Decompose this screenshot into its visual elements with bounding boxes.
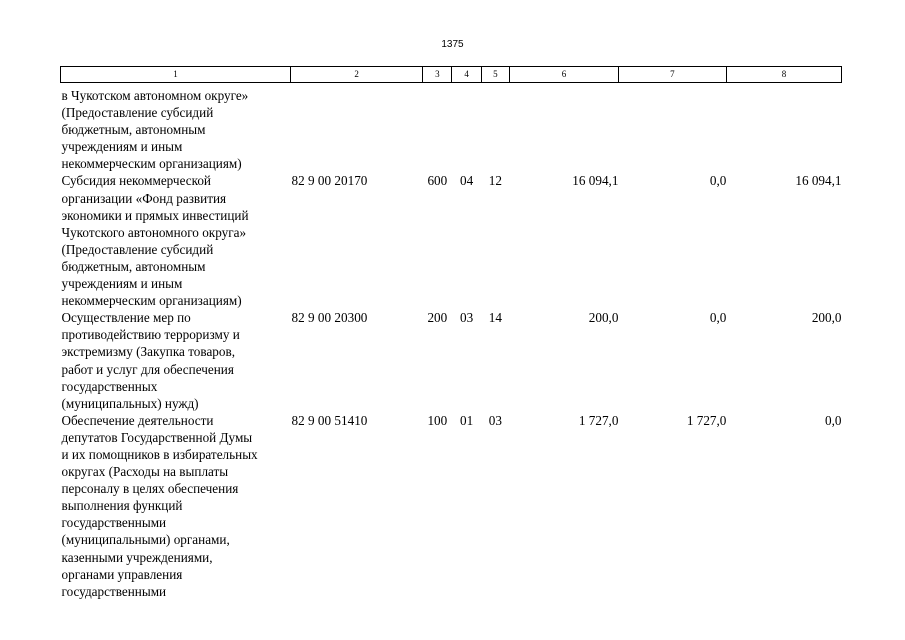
row-name: Субсидия некоммерческой организации «Фонд развития экономики и прямых инвестиций Чукотского автономного округа» (Предоставление субсидий бюджетным, автономным учреждениям и иным некоммерческим организациям) <box>61 173 249 309</box>
row-col8 <box>726 83 841 173</box>
column-header: 8 <box>726 67 841 83</box>
row-total: 200,0 <box>588 310 619 326</box>
budget-table <box>60 66 842 600</box>
page-number: 1375 <box>441 39 464 50</box>
column-header: 1 <box>61 67 291 83</box>
row-code: 82 9 00 20170 <box>291 173 368 189</box>
row-rz: 01 <box>460 412 474 428</box>
row-pr: 12 <box>488 173 502 189</box>
row-name: Осуществление мер по противодействию терроризму и экстремизму (Закупка товаров, работ и услуг для обеспечения государственных (муниципальных) нужд) <box>61 310 240 411</box>
row-rz <box>452 83 481 173</box>
row-pr <box>481 83 509 173</box>
column-header: 4 <box>452 67 481 83</box>
row-col8: 0,0 <box>825 412 842 428</box>
row-code: 82 9 00 51410 <box>291 412 368 428</box>
table-header-row <box>61 67 842 83</box>
table-row <box>61 172 842 309</box>
row-total: 1 727,0 <box>578 412 619 428</box>
row-vr: 200 <box>427 310 448 326</box>
row-name: в Чукотском автономном округе» (Предоставление субсидий бюджетным, автономным учреждениям и иным некоммерческим организациям) <box>61 88 249 172</box>
row-col7: 0,0 <box>709 173 727 189</box>
column-header: 6 <box>509 67 618 83</box>
table-row <box>61 83 842 173</box>
row-pr: 14 <box>488 310 502 326</box>
row-total <box>509 83 618 173</box>
column-header: 3 <box>423 67 452 83</box>
row-vr: 600 <box>427 173 448 189</box>
column-header: 7 <box>618 67 726 83</box>
row-name: Обеспечение деятельности депутатов Государственной Думы и их помощников в избирательных округах (Расходы на выплаты персоналу в целях обеспечения выполнения функций государственными (муниципальными) органами, казенными учреждениями, органами управления государственными <box>61 412 258 599</box>
row-col7 <box>618 83 726 173</box>
row-rz: 04 <box>460 173 474 189</box>
table-row <box>61 309 842 412</box>
row-col8: 200,0 <box>811 310 842 326</box>
row-pr: 03 <box>488 412 502 428</box>
row-col7: 0,0 <box>709 310 727 326</box>
column-header: 5 <box>481 67 509 83</box>
row-code <box>291 83 423 173</box>
column-header: 2 <box>291 67 423 83</box>
row-total: 16 094,1 <box>572 173 619 189</box>
row-rz: 03 <box>460 310 474 326</box>
row-code: 82 9 00 20300 <box>291 310 368 326</box>
row-col7: 1 727,0 <box>686 412 727 428</box>
row-vr: 100 <box>427 412 448 428</box>
row-vr <box>423 83 452 173</box>
table-row <box>61 412 842 600</box>
row-col8: 16 094,1 <box>795 173 842 189</box>
